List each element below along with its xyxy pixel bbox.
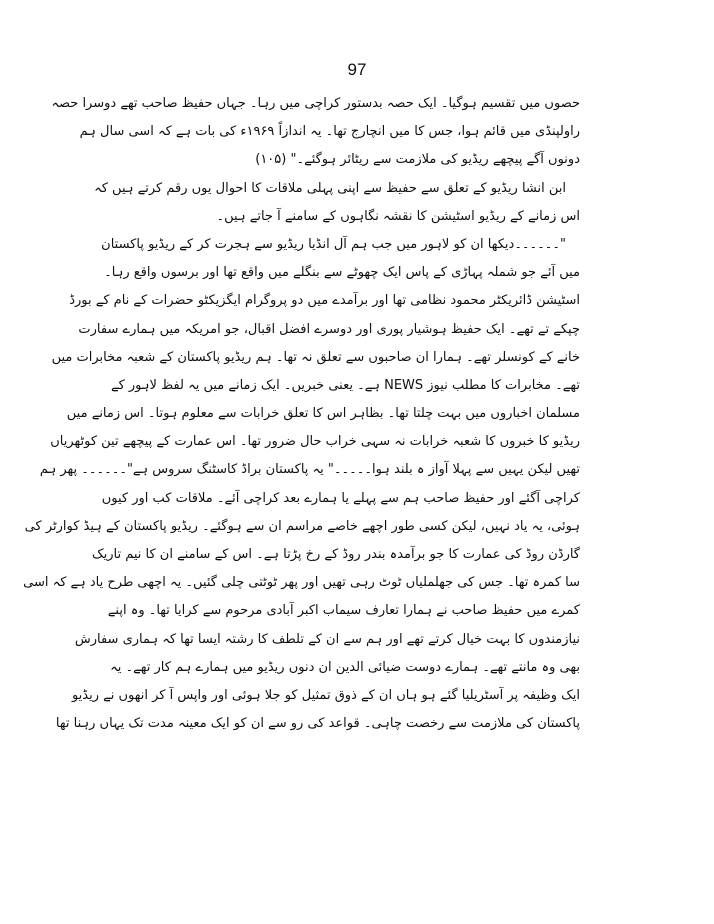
quote-line: "۔۔۔۔۔۔دیکھا ان کو لاہور میں جب ہم آل انڈیا ریڈیو سے ہجرت کر کے ریڈیو پاکستان xyxy=(101,236,566,252)
quote-line: تھیں لیکن یہیں سے پہلا آواز ہ بلند ہوا۔۔۔۔۔" یہ پاکستان براڈ کاسٹنگ سروس ہے"۔۔۔۔۔۔ پھر ہم xyxy=(39,462,580,478)
text-line: حصوں میں تقسیم ہوگیا۔ ایک حصہ بدستور کراچی میں رہا۔ جہاں حفیظ صاحب تھے دوسرا حصہ xyxy=(51,96,580,111)
quote-line: پاکستان کی ملازمت سے رخصت چاہی۔ قواعد کی رو سے ان کو ایک معینہ مدت تک یہاں رہنا تھا xyxy=(55,716,580,732)
quote-line: سا کمرہ تھا۔ جس کی جھلملیاں ٹوٹ رہی تھیں اور پھر ٹوٹتی چلی گئیں۔ یہ اچھی طرح یاد ہے کہ اسی xyxy=(23,575,580,591)
text-line: اس زمانے کے ریڈیو اسٹیشن کا نقشہ نگاہوں کے سامنے آ جاتے ہیں۔ xyxy=(216,208,580,224)
quote-line: کراچی آگئے اور حفیظ صاحب ہم سے پہلے یا ہمارے بعد کراچی آئے۔ ملاقات کب اور کیوں xyxy=(101,490,580,506)
quote-line: گارڈن روڈ کی عمارت کا جو برآمدہ بندر روڈ کے رخ پڑتا ہے۔ اس کے سامنے ان کا نیم تاریک xyxy=(91,547,580,562)
text-line: ابن انشا ریڈیو کے تعلق سے حفیظ سے اپنی پہلی ملاقات کا احوال یوں رقم کرتے ہیں کہ xyxy=(94,180,566,196)
page-number: 97 xyxy=(347,60,367,79)
quote-line: بھی وہ مانتے تھے۔ ہمارے دوست ضیائی الدین ان دنوں ریڈیو میں ہمارے ہم کار تھے۔ یہ xyxy=(110,659,580,675)
quote-line: تھے۔ مخابرات کا مطلب نیوز NEWS ہے۔ یعنی خبریں۔ ایک زمانے میں یہ لفظ لاہور کے xyxy=(110,377,580,393)
quote-line: اسٹیشن ڈائریکٹر محمود نظامی تھا اور برآمدے میں دو پروگرام ایگزیکٹو حضرات کے نام کے بورڈ xyxy=(69,293,580,309)
quote-line: نیازمندوں کا بہت خیال کرتے تھے اور ہم سے ان کے تلطف کا رشتہ ایسا تھا کہ ہماری سفارش xyxy=(74,631,580,647)
quote-line: ایک وظیفہ پر آسٹریلیا گئے ہو ہاں ان کے ذوق تمثیل کو جلا ہوئی اور واپس آ کر انھوں نے ریڈیو xyxy=(71,687,580,703)
quote-line: کمرے میں حفیظ صاحب نے ہمارا تعارف سیماب اکبر آبادی مرحوم سے کرایا تھا۔ وہ اپنے xyxy=(107,603,580,619)
quote-line: چپکے تے تھے۔ ایک حفیظ ہوشیار پوری اور دوسرے افضل اقبال، جو امریکہ میں ہمارے سفارت xyxy=(78,321,580,337)
quote-line: خانے کے کونسلر تھے۔ ہمارا ان صاحبوں سے تعلق نہ تھا۔ ہم ریڈیو پاکستان کے شعبہ مخابرات میں xyxy=(51,349,580,365)
text-line: راولپنڈی میں قائم ہوا، جس کا میں انچارج تھا۔ یہ اندازاً ۱۹۶۹ء کی بات ہے کہ اسی سال ہم xyxy=(79,124,580,140)
quote-line: ہوئی، یہ یاد نہیں، لیکن کسی طور اچھے خاصے مراسم ان سے ہوگئے۔ ریڈیو پاکستان کے ہیڈ کوارٹر کی xyxy=(24,518,580,534)
text-line: دونوں آگے پیچھے ریڈیو کی ملازمت سے ریٹائر ہوگئے۔" (۱۰۵) xyxy=(255,152,580,168)
body-text xyxy=(23,90,580,738)
quote-line: مسلمان اخباروں میں بہت چلتا تھا۔ بظاہر اس کا تعلق خرابات سے معلوم ہوتا۔ اس زمانے میں xyxy=(66,406,580,422)
quote-line: میں آئے جو شملہ پہاڑی کے پاس ایک چھوٹے سے بنگلے میں واقع تھا اور برسوں واقع رہا۔ xyxy=(104,265,580,281)
quote-line: ریڈیو کا خبروں کا شعبہ خرابات نہ سہی خراب حال ضرور تھا۔ اس عمارت کے پیچھے تین کوٹھریاں xyxy=(50,434,580,450)
